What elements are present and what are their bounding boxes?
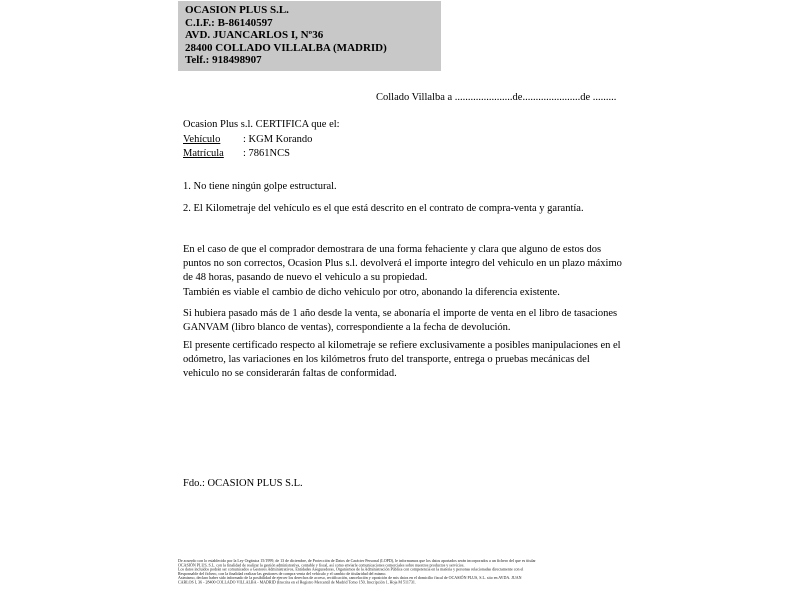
point-2: 2. El Kilometraje del vehículo es el que está descrito en el contrato de compra-venta y garantía.: [183, 203, 584, 214]
legal-line: De acuerdo con lo establecido por la Ley Orgánica 15/1999, de 13 de diciembre, de Protección de Datos de Carácter Personal (LOPD), le informamos que los datos aportados serán incorporados a un fichero del que es titular: [178, 558, 536, 563]
legal-fine-print-text: [178, 559, 628, 585]
paragraph-exchange: También es viable el cambio de dicho vehiculo por otro, abonando la diferencia existente.: [183, 287, 560, 298]
paragraph-odometer: El presente certificado respecto al kilometraje se refiere exclusivamente a posibles manipulaciones en el odómetro, las variaciones en los kilómetros fruto del transporte, entrega o pruebas mecánicas del vehiculo no se considerarán faltas de conformidad.: [183, 340, 621, 379]
company-city: 28400 COLLADO VILLALBA (MADRID): [185, 41, 387, 54]
legal-line: Asimismo, declaro haber sido informado de la posibilidad de ejercer los derechos de acceso, rectificación, cancelación y oposición de mis datos en el domicilio fiscal de OCASIÓN PLUS, S.L. sito en AVDA. JUAN: [178, 575, 522, 581]
signature-line: Fdo.: OCASION PLUS S.L.: [183, 478, 303, 489]
vehicle-value: : KGM Korando: [243, 133, 313, 145]
legal-line: Los datos incluidos podrán ser comunicados a Gestores Administrativos, Entidades Aseguradoras, Organismos de la Administración Pública con competencia en la materia y personas relacionadas directamente con el: [178, 567, 524, 572]
vehicle-label: Vehículo: [183, 133, 221, 145]
legal-fine-print: [178, 559, 628, 600]
company-cif: C.I.F.: B-86140597: [185, 16, 273, 29]
company-address: AVD. JUANCARLOS I, Nº36: [185, 29, 324, 41]
legal-line: CARLOS I, 36 - 28400 COLLADO VILLALBA - MADRID (Inscrita en el Registro Mercantil de Madrid Tomo 150, Inscripción 1, Hoja M 511731.: [178, 579, 416, 585]
place-date-line: Collado Villalba a ......................de......................de .........: [376, 92, 617, 103]
company-phone: Telf.: 918498907: [185, 54, 262, 66]
certification-intro: Ocasion Plus s.l. CERTIFICA que el:: [183, 119, 340, 130]
paragraph-ganvam: Si hubiera pasado más de 1 año desde la venta, se abonaría el importe de venta en el libro de tasaciones GANVAM (libro blanco de ventas), correspondiente a la fecha de devolución.: [183, 308, 618, 333]
plate-label: Matrícula: [183, 148, 224, 159]
plate-value: : 7861NCS: [243, 148, 290, 159]
company-name: OCASION PLUS S.L.: [185, 4, 289, 16]
paragraph-refund: En el caso de que el comprador demostrara de una forma fehaciente y clara que alguno de estos dos puntos no son correctos, Ocasion Plus s.l. devolverá el importe integro del vehiculo en un plazo máximo de 48 horas, pasando de nuevo el vehiculo a su propiedad.: [183, 244, 622, 283]
legal-line: OCASIÓN PLUS, S.L. con la finalidad de realizar la gestión administrativa, contable y fiscal, así como enviarle comunicaciones comerciales sobre nuestros productos y servicios.: [178, 562, 465, 568]
company-header-block: [178, 1, 441, 71]
point-1: 1. No tiene ningún golpe estructural.: [183, 181, 337, 192]
vehicle-row: [183, 133, 340, 148]
plate-row: [183, 147, 340, 162]
certification-block: [183, 118, 340, 162]
legal-line: Responsable del fichero, con la finalidad realizar las gestiones de compra venta del vehículo y el cambio de titularidad del mismo.: [178, 571, 387, 576]
